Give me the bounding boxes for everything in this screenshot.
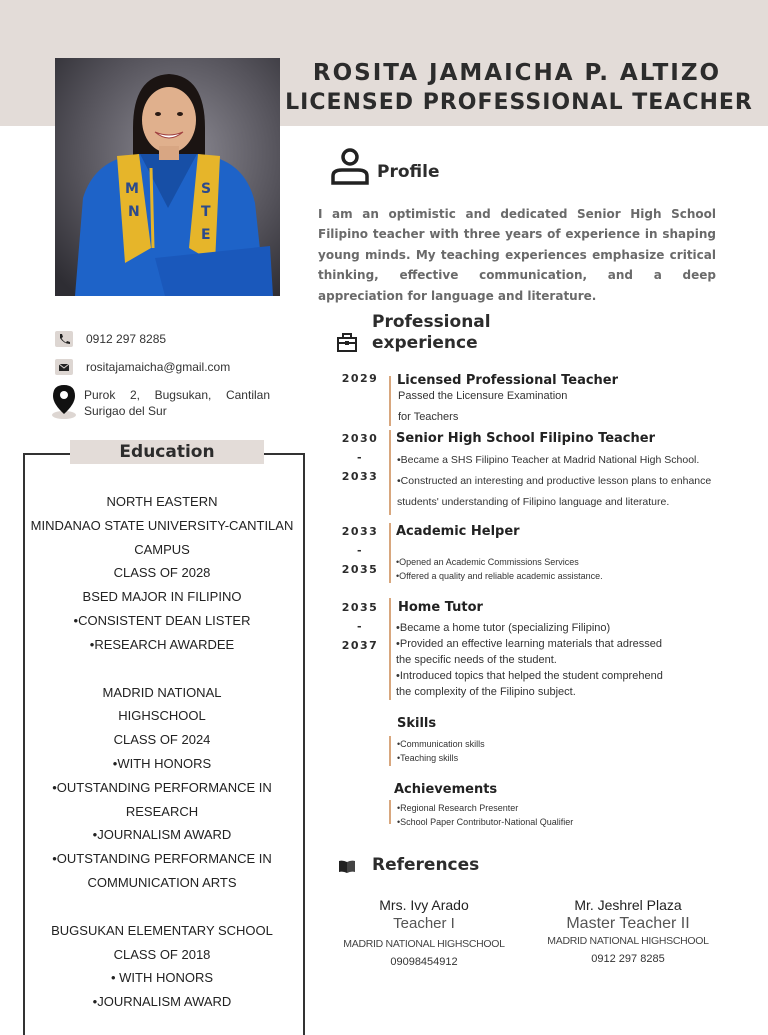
education-spacer — [28, 895, 296, 919]
svg-text:M: M — [125, 181, 139, 197]
job-year: 2033 - 2035 — [341, 525, 379, 576]
job-detail: Passed the Licensure Examination — [398, 390, 568, 402]
timeline-line — [389, 430, 391, 515]
education-title: Education — [70, 440, 264, 464]
education-line: CAMPUS — [134, 541, 190, 557]
reference-position: Master Teacher II — [566, 915, 690, 932]
job-title: Home Tutor — [398, 600, 483, 615]
job-year: 2029 — [341, 372, 379, 385]
education-line: MINDANAO STATE UNIVERSITY-CANTILAN — [30, 517, 294, 533]
candidate-role: LICENSED PROFESSIONAL TEACHER — [285, 90, 753, 115]
education-line: COMMUNICATION ARTS — [87, 874, 237, 890]
location-pin-icon — [51, 384, 77, 420]
education-line: CLASS OF 2018 — [113, 946, 211, 962]
job-year: 2035 - 2037 — [341, 601, 379, 652]
timeline-line — [389, 598, 391, 700]
svg-text:T: T — [201, 204, 211, 220]
contact-address-line1: Purok 2, Bugsukan, Cantilan — [84, 388, 270, 402]
job-detail: the specific needs of the student. — [396, 654, 557, 666]
education-line: •JOURNALISM AWARD — [92, 994, 232, 1010]
profile-title: Profile — [377, 162, 440, 182]
education-line: •JOURNALISM AWARD — [92, 827, 232, 843]
experience-title-line2: experience — [372, 333, 478, 353]
phone-icon — [55, 331, 73, 347]
skills-title: Skills — [397, 716, 437, 731]
job-detail: •Offered a quality and reliable academic assistance. — [396, 571, 603, 581]
candidate-name: ROSITA JAMAICHA P. ALTIZO — [312, 60, 722, 86]
skill-item: •Teaching skills — [397, 753, 459, 763]
job-detail: the complexity of the Filipino subject. — [396, 686, 576, 698]
experience-title-line1: Professional — [372, 312, 491, 332]
education-line: MADRID NATIONAL — [102, 684, 222, 700]
timeline-line — [389, 376, 391, 426]
education-line: CLASS OF 2028 — [113, 565, 211, 581]
education-line: •WITH HONORS — [112, 755, 212, 771]
book-icon — [338, 859, 356, 874]
contact-address-line2: Surigao del Sur — [84, 404, 167, 418]
profile-text: I am an optimistic and dedicated Senior High School Filipino teacher with three years of experience in shaping young minds. My teaching experiences emphasize critical thinking, effective communication, and a deep appreciation for language and literature. — [318, 207, 716, 303]
education-line: NORTH EASTERN — [106, 494, 218, 509]
briefcase-icon — [336, 332, 358, 354]
education-line: BUGSUKAN ELEMENTARY SCHOOL — [51, 922, 273, 938]
reference-phone: 09098454912 — [390, 956, 458, 968]
contact-email: rositajamaicha@gmail.com — [86, 360, 231, 374]
job-detail: •Constructed an interesting and productive lesson plans to enhance — [397, 475, 712, 487]
mail-icon — [55, 359, 73, 375]
reference-school: MADRID NATIONAL HIGHSCHOOL — [547, 935, 709, 947]
reference-card — [538, 897, 718, 965]
education-line: • WITH HONORS — [110, 970, 214, 986]
education-line: •OUTSTANDING PERFORMANCE IN — [52, 851, 272, 867]
achievement-item: •School Paper Contributor-National Qualifier — [397, 817, 574, 827]
job-title: Academic Helper — [396, 524, 520, 539]
education-line: RESEARCH — [125, 803, 199, 819]
job-year: 2030 - 2033 — [341, 432, 379, 483]
reference-position: Teacher I — [393, 915, 455, 932]
reference-name: Mr. Jeshrel Plaza — [574, 897, 682, 913]
job-detail: students' understanding of Filipino language and literature. — [397, 496, 670, 508]
skill-item: •Communication skills — [397, 739, 485, 749]
svg-text:S: S — [201, 181, 212, 197]
portrait-photo — [55, 58, 280, 296]
svg-text:N: N — [128, 204, 140, 220]
education-line: •CONSISTENT DEAN LISTER — [73, 612, 251, 628]
achievements-title: Achievements — [394, 782, 498, 797]
education-line: BSED MAJOR IN FILIPINO — [82, 589, 242, 605]
job-title: Senior High School Filipino Teacher — [396, 431, 655, 446]
person-icon — [330, 146, 370, 186]
reference-phone: 0912 297 8285 — [591, 953, 665, 965]
svg-text:E: E — [201, 227, 211, 243]
reference-name: Mrs. Ivy Arado — [379, 897, 469, 913]
job-title: Licensed Professional Teacher — [397, 373, 619, 388]
education-line: •RESEARCH AWARDEE — [89, 636, 235, 652]
references-title: References — [372, 855, 480, 875]
job-detail: •Provided an effective learning materials that adressed — [396, 638, 662, 650]
education-list — [28, 490, 296, 1014]
timeline-line — [389, 736, 391, 766]
timeline-line — [389, 523, 391, 583]
education-spacer — [28, 657, 296, 681]
contact-phone: 0912 297 8285 — [86, 332, 167, 346]
reference-card — [334, 897, 514, 968]
education-line: •OUTSTANDING PERFORMANCE IN — [52, 779, 272, 795]
achievement-item: •Regional Research Presenter — [397, 803, 519, 813]
job-detail: •Introduced topics that helped the student comprehend — [396, 670, 663, 682]
job-detail: •Became a home tutor (specializing Filipino) — [396, 622, 611, 634]
education-line: HIGHSCHOOL — [118, 708, 206, 724]
reference-school: MADRID NATIONAL HIGHSCHOOL — [343, 938, 505, 950]
job-detail: for Teachers — [398, 411, 459, 423]
timeline-line — [389, 800, 391, 824]
job-detail: •Became a SHS Filipino Teacher at Madrid National High School. — [397, 454, 700, 466]
education-line: CLASS OF 2024 — [113, 732, 211, 748]
job-detail: •Opened an Academic Commissions Services — [396, 557, 579, 567]
